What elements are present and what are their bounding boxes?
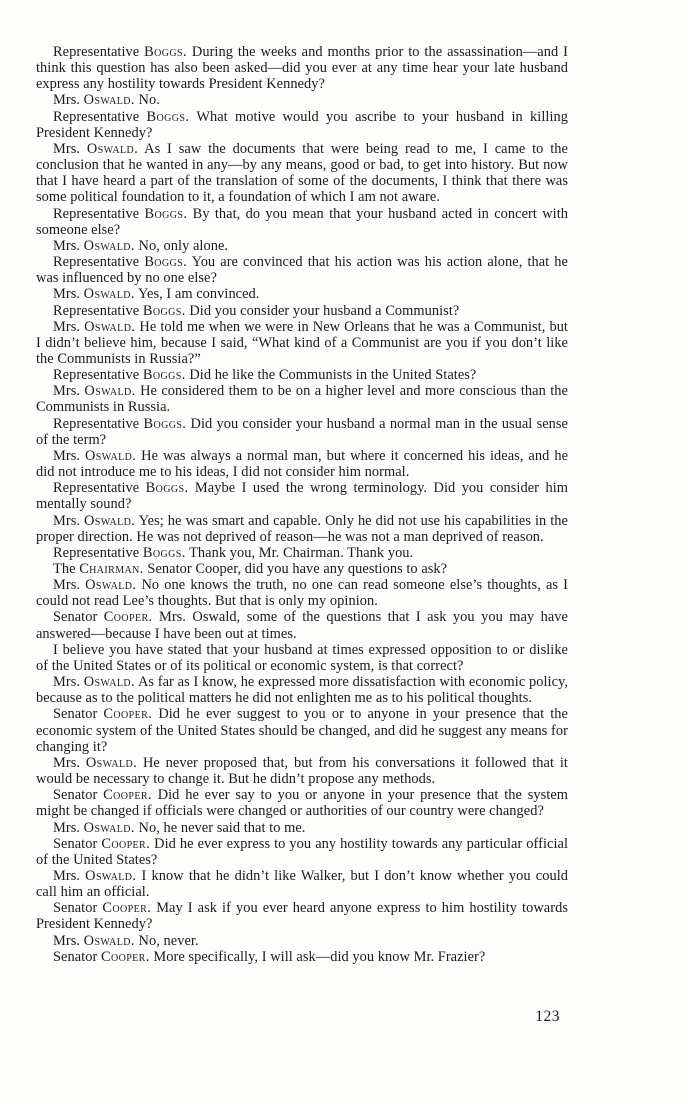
transcript-paragraph: [36, 706, 568, 754]
speaker-name: Chairman.: [79, 561, 144, 577]
paragraph-text: He never proposed that, but from his conversations it followed that it would be necessary to change it. But he didn’t propose any methods.: [36, 754, 568, 788]
paragraph-text: Did he ever express to you any hostility towards any particular official of the United States?: [36, 835, 568, 868]
transcript-paragraph: [36, 44, 568, 92]
transcript-paragraph: [36, 319, 568, 367]
paragraph-text: As I saw the documents that were being read to me, I came to the conclusion that he wanted in any—by any means, good or bad, to get into history. But now that I have heard a part of the translation of some of the documents, I think that there was some political foundation to it, a foundation of which I am not aware.: [36, 140, 568, 206]
transcript-paragraph: [36, 900, 568, 932]
speaker-label: [53, 319, 135, 335]
paragraph-text: He considered them to be on a higher level and more conscious than the Communists in Russia.: [36, 383, 568, 416]
transcript-paragraph: [36, 755, 568, 787]
transcript-paragraph: [36, 642, 568, 674]
speaker-title: Representative: [53, 205, 140, 222]
speaker-label: [53, 868, 136, 884]
speaker-label: [53, 577, 136, 593]
paragraph-text: Yes; he was smart and capable. Only he did not use his capabilities in the proper direction. He was not deprived of reason—he was not a man deprived of reason.: [36, 512, 568, 545]
speaker-name: Oswald.: [83, 237, 135, 254]
transcript-paragraph: [36, 513, 568, 545]
transcript-paragraph: [36, 561, 568, 577]
speaker-title: Representative: [53, 44, 140, 60]
speaker-label: [53, 787, 152, 803]
speaker-title: Representative: [53, 415, 140, 432]
speaker-label: [53, 448, 136, 464]
paragraph-text: Maybe I used the wrong terminology. Did you consider him mentally sound?: [36, 480, 568, 513]
paragraph-text: No, never.: [138, 932, 199, 949]
speaker-label: [53, 836, 150, 852]
transcript-paragraph: [36, 609, 568, 641]
speaker-name: Boggs.: [142, 302, 186, 319]
transcript-paragraph: [36, 949, 568, 965]
speaker-name: Cooper.: [102, 900, 152, 917]
speaker-name: Boggs.: [142, 544, 186, 561]
speaker-title: Senator: [53, 609, 98, 626]
speaker-name: Boggs.: [142, 367, 186, 384]
speaker-title: Mrs.: [53, 140, 80, 157]
speaker-label: [53, 254, 187, 270]
transcript-paragraph: [36, 206, 568, 238]
transcript-text: [36, 44, 568, 965]
transcript-paragraph: [36, 286, 568, 302]
speaker-label: [53, 933, 135, 949]
speaker-title: Senator: [53, 835, 98, 852]
speaker-name: Oswald.: [84, 383, 136, 400]
speaker-title: Senator: [53, 706, 98, 723]
speaker-name: Boggs.: [143, 415, 187, 432]
page-number: 123: [535, 1008, 560, 1025]
paragraph-text: More specifically, I will ask—did you know Mr. Frazier?: [153, 948, 486, 965]
speaker-label: [53, 44, 187, 60]
speaker-name: Boggs.: [146, 108, 190, 125]
transcript-paragraph: [36, 577, 568, 609]
speaker-name: Boggs.: [145, 480, 189, 497]
transcript-paragraph: [36, 480, 568, 512]
speaker-name: Oswald.: [86, 140, 139, 157]
transcript-paragraph: [36, 92, 568, 108]
speaker-name: Cooper.: [100, 948, 150, 965]
paragraph-text: He told me when we were in New Orleans that he was a Communist, but I didn’t believe him, because I said, “What kind of a Communist are you if you don’t like the Communists in Russia?”: [36, 318, 568, 367]
speaker-label: [53, 480, 188, 496]
transcript-paragraph: [36, 109, 568, 141]
paragraph-text: No, he never said that to me.: [138, 819, 306, 836]
speaker-title: Representative: [53, 254, 140, 271]
transcript-paragraph: [36, 545, 568, 561]
speaker-title: Mrs.: [53, 447, 80, 464]
speaker-name: Oswald.: [83, 92, 135, 109]
speaker-name: Oswald.: [83, 932, 135, 949]
paragraph-text: May I ask if you ever heard anyone express to him hostility towards President Kennedy?: [36, 900, 568, 933]
transcript-paragraph: [36, 238, 568, 254]
paragraph-text: As far as I know, he expressed more dissatisfaction with economic policy, because as to the political matters he did not enlighten me as to his political thoughts.: [36, 674, 568, 707]
speaker-title: Mrs.: [53, 577, 80, 594]
transcript-paragraph: [36, 674, 568, 706]
speaker-title: Mrs.: [53, 674, 80, 691]
speaker-label: [53, 561, 144, 577]
speaker-name: Oswald.: [85, 754, 138, 771]
speaker-name: Oswald.: [84, 447, 137, 464]
speaker-name: Oswald.: [85, 867, 137, 884]
speaker-name: Oswald.: [83, 286, 135, 303]
speaker-title: Mrs.: [53, 867, 80, 884]
paragraph-text: Thank you, Mr. Chairman. Thank you.: [189, 544, 414, 561]
speaker-title: Mrs.: [53, 754, 80, 771]
speaker-title: Senator: [53, 900, 98, 917]
speaker-title: Representative: [53, 302, 140, 319]
speaker-title: Mrs.: [53, 512, 80, 529]
transcript-paragraph: [36, 820, 568, 836]
speaker-name: Oswald.: [83, 674, 135, 691]
speaker-title: Representative: [53, 480, 140, 497]
transcript-paragraph: [36, 836, 568, 868]
speaker-name: Cooper.: [101, 835, 151, 852]
paragraph-text: No, only alone.: [138, 237, 229, 254]
speaker-label: [53, 609, 153, 625]
speaker-label: [53, 416, 186, 432]
speaker-name: Oswald.: [83, 512, 136, 529]
transcript-paragraph: [36, 383, 568, 415]
speaker-label: [53, 513, 135, 529]
paragraph-text: I believe you have stated that your husband at times expressed opposition to or dislike of the United States or of its political or economic system, is that correct?: [36, 641, 568, 674]
paragraph-text: By that, do you mean that your husband acted in concert with someone else?: [36, 205, 568, 238]
speaker-title: Mrs.: [53, 92, 80, 109]
paragraph-text: Did he ever say to you or anyone in your presence that the system might be changed if officials were changed or authorities of our country were changed?: [36, 787, 568, 820]
speaker-title: Representative: [53, 544, 140, 561]
paragraph-text: Did he ever suggest to you or to anyone in your presence that the economic system of the United States should be changed, and did he suggest any means for changing it?: [36, 706, 568, 755]
speaker-label: [53, 303, 186, 319]
paragraph-text: No.: [138, 92, 160, 109]
paragraph-text: Mrs. Oswald, some of the questions that I ask you you may have answered—because I have been out at times.: [36, 609, 568, 642]
speaker-name: Oswald.: [83, 819, 135, 836]
speaker-title: Mrs.: [53, 819, 80, 836]
speaker-title: Representative: [53, 367, 140, 384]
speaker-label: [53, 900, 151, 916]
speaker-label: [53, 206, 187, 222]
paragraph-text: He was always a normal man, but where it concerned his ideas, and he did not introduce me to his ideas, I did not consider him normal.: [36, 447, 569, 481]
paragraph-text: I know that he didn’t like Walker, but I don’t know whether you could call him an official.: [36, 867, 568, 901]
transcript-paragraph: [36, 254, 568, 286]
speaker-label: [53, 706, 152, 722]
speaker-label: [53, 949, 150, 965]
speaker-label: [53, 674, 135, 690]
paragraph-text: No one knows the truth, no one can read someone else’s thoughts, as I could not read Lee’s thoughts. But that is only my opinion.: [36, 577, 569, 610]
speaker-title: Mrs.: [53, 318, 80, 335]
speaker-label: [53, 238, 135, 254]
transcript-paragraph: [36, 141, 568, 206]
speaker-name: Boggs.: [144, 44, 187, 60]
speaker-label: [53, 383, 136, 399]
speaker-label: [53, 545, 186, 561]
paragraph-text: Did you consider your husband a Communist?: [189, 302, 460, 319]
speaker-label: [53, 109, 189, 125]
paragraph-text: Yes, I am convinced.: [138, 286, 260, 303]
speaker-label: [53, 755, 137, 771]
speaker-name: Oswald.: [85, 577, 137, 594]
speaker-title: The: [53, 561, 76, 577]
speaker-label: [53, 820, 135, 836]
speaker-name: Boggs.: [144, 205, 188, 222]
speaker-name: Boggs.: [144, 254, 188, 271]
paragraph-text: Did he like the Communists in the United States?: [189, 367, 477, 384]
transcript-paragraph: [36, 303, 568, 319]
speaker-title: Representative: [53, 108, 140, 125]
speaker-name: Cooper.: [103, 706, 153, 723]
speaker-label: [53, 286, 135, 302]
transcript-paragraph: [36, 787, 568, 819]
paragraph-text: Senator Cooper, did you have any questions to ask?: [147, 561, 448, 577]
speaker-name: Oswald.: [84, 318, 136, 335]
speaker-title: Mrs.: [53, 237, 80, 254]
transcript-paragraph: [36, 416, 568, 448]
transcript-paragraph: [36, 868, 568, 900]
speaker-name: Cooper.: [103, 609, 153, 626]
speaker-title: Mrs.: [53, 383, 80, 400]
transcript-paragraph: [36, 448, 568, 480]
transcript-paragraph: [36, 933, 568, 949]
paragraph-text: Did you consider your husband a normal man in the usual sense of the term?: [36, 415, 568, 448]
speaker-title: Senator: [53, 787, 98, 804]
speaker-label: [53, 141, 138, 157]
paragraph-text: What motive would you ascribe to your husband in killing President Kennedy?: [36, 108, 568, 141]
transcript-paragraph: [36, 367, 568, 383]
speaker-label: [53, 367, 186, 383]
speaker-title: Mrs.: [53, 286, 80, 303]
paragraph-text: You are convinced that his action was his action alone, that he was influenced by no one else?: [36, 254, 568, 287]
speaker-name: Cooper.: [103, 787, 152, 804]
speaker-label: [53, 92, 135, 108]
paragraph-text: During the weeks and months prior to the assassination—and I think this question has also been asked—did you ever at any time hear your late husband express any hostility towards President Kennedy?: [36, 44, 568, 93]
speaker-title: Mrs.: [53, 932, 80, 949]
speaker-title: Senator: [53, 948, 98, 965]
